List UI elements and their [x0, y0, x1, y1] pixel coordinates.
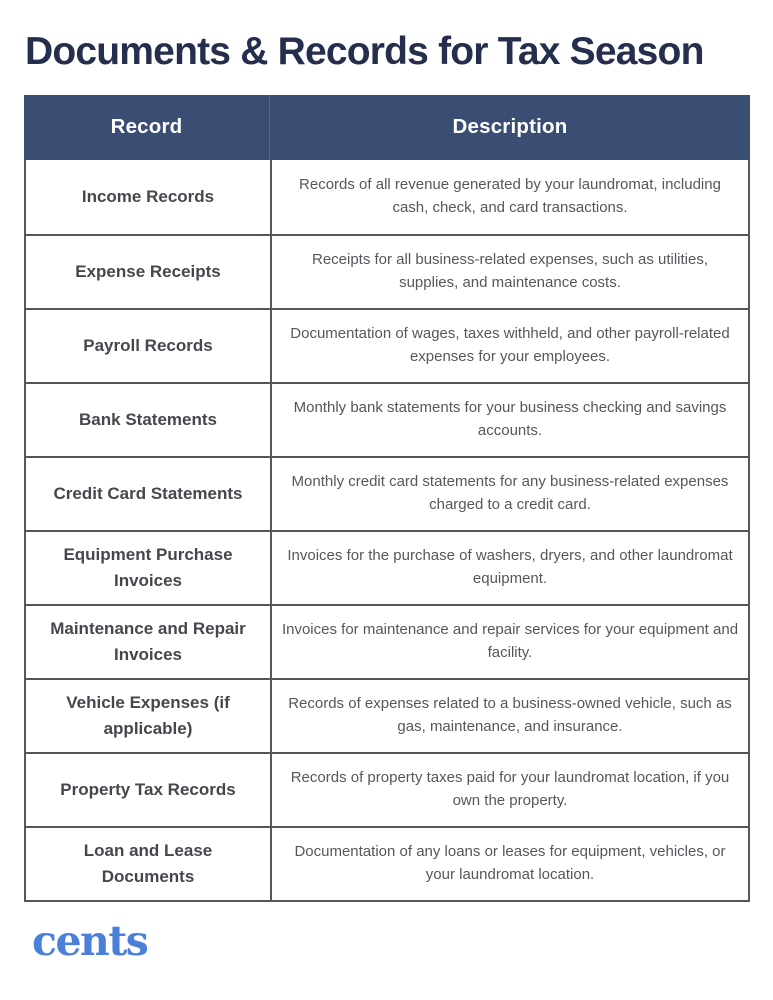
- record-description-cell: Records of expenses related to a business-owned vehicle, such as gas, maintenance, and insurance.: [288, 695, 732, 735]
- record-name-cell: Loan and Lease Documents: [26, 828, 272, 900]
- record-name-cell: Equipment Purchase Invoices: [26, 532, 272, 604]
- table-row: [26, 456, 748, 530]
- table-row: [26, 678, 748, 752]
- table-header-row: [24, 95, 750, 160]
- record-name-cell: Vehicle Expenses (if applicable): [26, 680, 272, 752]
- record-description-cell: Receipts for all business-related expenses, such as utilities, supplies, and maintenance costs.: [311, 251, 709, 291]
- table-body: [24, 160, 750, 902]
- table-row: [26, 752, 748, 826]
- record-description-cell: Monthly credit card statements for any business-related expenses charged to a credit card.: [291, 473, 729, 513]
- record-name-cell: Payroll Records: [26, 310, 272, 382]
- table-row: [26, 604, 748, 678]
- record-name-cell: Credit Card Statements: [26, 458, 272, 530]
- record-name-cell: Income Records: [26, 160, 272, 234]
- record-description-cell: Records of property taxes paid for your laundromat location, if you own the property.: [290, 769, 730, 809]
- table-row: [26, 160, 748, 234]
- record-name-cell: Maintenance and Repair Invoices: [26, 606, 272, 678]
- table-row: [26, 826, 748, 900]
- records-table: [24, 95, 750, 902]
- record-name-cell: Expense Receipts: [26, 236, 272, 308]
- record-description-cell: Documentation of any loans or leases for equipment, vehicles, or your laundromat location.: [294, 843, 726, 883]
- record-description-cell: Invoices for maintenance and repair services for your equipment and facility.: [281, 621, 739, 661]
- record-description-cell: Records of all revenue generated by your laundromat, including cash, check, and card transactions.: [299, 176, 721, 216]
- column-header-record: Record: [24, 95, 270, 160]
- cents-logo: cents: [32, 916, 148, 965]
- column-header-description: Description: [452, 115, 568, 139]
- table-row: [26, 234, 748, 308]
- record-description-cell: Documentation of wages, taxes withheld, and other payroll-related expenses for your employees.: [290, 325, 730, 365]
- record-description-cell: Monthly bank statements for your business checking and savings accounts.: [293, 399, 727, 439]
- table-row: [26, 530, 748, 604]
- page-title: Documents & Records for Tax Season: [25, 30, 704, 73]
- table-row: [26, 382, 748, 456]
- table-row: [26, 308, 748, 382]
- record-name-cell: Bank Statements: [26, 384, 272, 456]
- record-description-cell: Invoices for the purchase of washers, dryers, and other laundromat equipment.: [287, 547, 733, 587]
- record-name-cell: Property Tax Records: [26, 754, 272, 826]
